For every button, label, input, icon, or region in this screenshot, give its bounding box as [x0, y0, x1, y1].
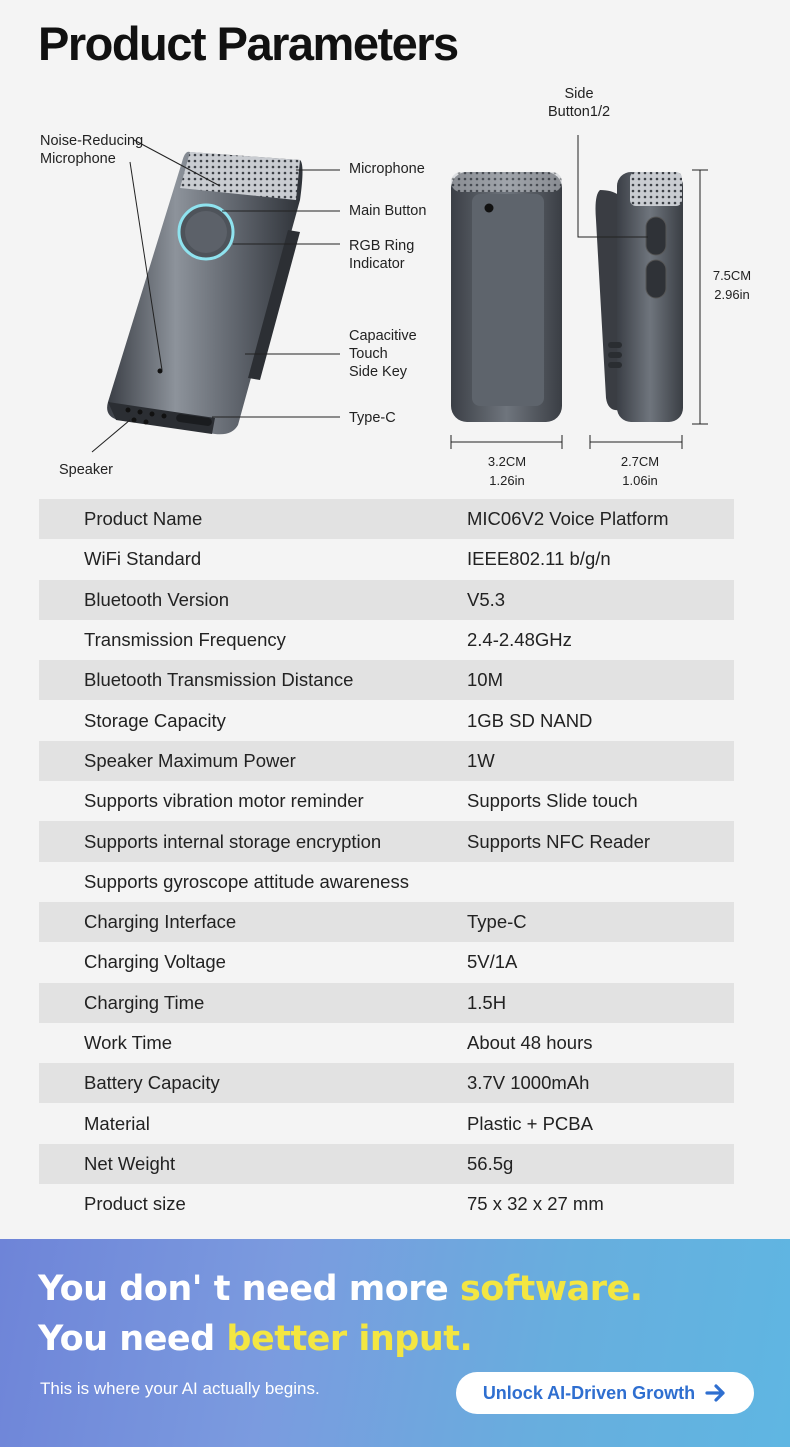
spec-value: 56.5g [467, 1152, 514, 1174]
spec-row [39, 862, 734, 902]
spec-row [39, 741, 734, 781]
spec-table [39, 499, 734, 1224]
arrow-right-icon [705, 1383, 727, 1403]
spec-row [39, 620, 734, 660]
spec-value: 10M [467, 669, 503, 691]
spec-value: 5V/1A [467, 951, 518, 973]
spec-label: Charging Voltage [84, 951, 226, 973]
spec-value: IEEE802.11 b/g/n [467, 548, 611, 570]
spec-row [39, 1184, 734, 1224]
spec-label: Product Name [84, 508, 203, 530]
callout-capacitive-touch-side-key: Capacitive Touch Side Key [349, 328, 417, 380]
dimension-depth: 2.7CM 1.06in [620, 454, 660, 488]
spec-value: Plastic + PCBA [467, 1112, 593, 1134]
spec-value: 2.4-2.48GHz [467, 629, 572, 651]
spec-label: Bluetooth Transmission Distance [84, 669, 354, 691]
callout-noise-reducing-microphone: Noise-Reducing Microphone [40, 133, 144, 167]
spec-label: WiFi Standard [84, 548, 202, 570]
spec-label: Net Weight [84, 1152, 176, 1174]
spec-row [39, 1063, 734, 1103]
spec-value: MIC06V2 Voice Platform [467, 508, 669, 530]
spec-value: 75 x 32 x 27 mm [467, 1193, 604, 1215]
promo-banner [0, 1239, 790, 1447]
spec-label: Transmission Frequency [84, 629, 286, 651]
spec-value: About 48 hours [467, 1032, 593, 1053]
headline-line-1-text: You don' t need more [38, 1269, 460, 1309]
back-view-device [451, 172, 562, 422]
side-view-device [596, 172, 684, 422]
spec-value: V5.3 [467, 588, 506, 610]
spec-row [39, 580, 734, 620]
callout-speaker: Speaker [59, 462, 114, 478]
headline-line-2-text: You need [38, 1319, 227, 1359]
spec-label: Supports gyroscope attitude awareness [84, 870, 409, 892]
front-view-device [107, 152, 302, 435]
spec-value: 3.7V 1000mAh [467, 1072, 590, 1094]
spec-value: 1GB SD NAND [467, 709, 593, 731]
headline-line-1-highlight: software. [459, 1269, 643, 1309]
spec-row [39, 983, 734, 1023]
product-diagram [0, 80, 790, 500]
spec-label: Storage Capacity [84, 709, 226, 731]
spec-row [39, 902, 734, 942]
spec-value: 1.5H [467, 991, 507, 1013]
spec-label: Speaker Maximum Power [84, 749, 296, 771]
spec-value: Type-C [467, 911, 527, 933]
spec-label: Supports vibration motor reminder [84, 790, 364, 812]
spec-row [39, 1144, 734, 1184]
dimension-height: 7.5CM 2.96in [712, 268, 752, 302]
spec-label: Product size [84, 1193, 186, 1215]
spec-label: Charging Time [84, 991, 205, 1013]
spec-row [39, 821, 734, 861]
spec-row [39, 1103, 734, 1143]
spec-row [39, 700, 734, 740]
spec-label: Supports internal storage encryption [84, 830, 382, 852]
spec-value: Supports Slide touch [467, 790, 638, 812]
spec-row [39, 942, 734, 982]
tagline: This is where your AI actually begins. [40, 1379, 320, 1398]
callout-type-c: Type-C [349, 410, 396, 426]
headline-line-2 [38, 1319, 472, 1359]
spec-label: Work Time [84, 1032, 173, 1053]
callout-rgb-ring-indicator: RGB Ring Indicator [349, 238, 415, 272]
spec-value: 1W [467, 749, 495, 771]
callout-side-button: Side Button1/2 [547, 86, 611, 120]
spec-row [39, 499, 734, 539]
spec-label: Charging Interface [84, 911, 237, 933]
headline-line-2-highlight: better input. [226, 1319, 473, 1359]
spec-row [39, 781, 734, 821]
spec-row [39, 660, 734, 700]
callout-main-button: Main Button [349, 203, 427, 219]
cta-label: Unlock AI-Driven Growth [482, 1382, 696, 1403]
dimension-width: 3.2CM 1.26in [487, 454, 527, 488]
spec-row [39, 539, 734, 579]
unlock-growth-button[interactable] [456, 1372, 754, 1414]
page-title: Product Parameters [38, 17, 458, 70]
spec-label: Material [84, 1112, 150, 1134]
spec-label: Bluetooth Version [84, 588, 230, 610]
headline-line-1 [38, 1269, 643, 1309]
spec-value: Supports NFC Reader [467, 830, 651, 852]
callout-microphone: Microphone [349, 161, 425, 177]
spec-label: Battery Capacity [84, 1072, 220, 1094]
spec-row [39, 1023, 734, 1063]
